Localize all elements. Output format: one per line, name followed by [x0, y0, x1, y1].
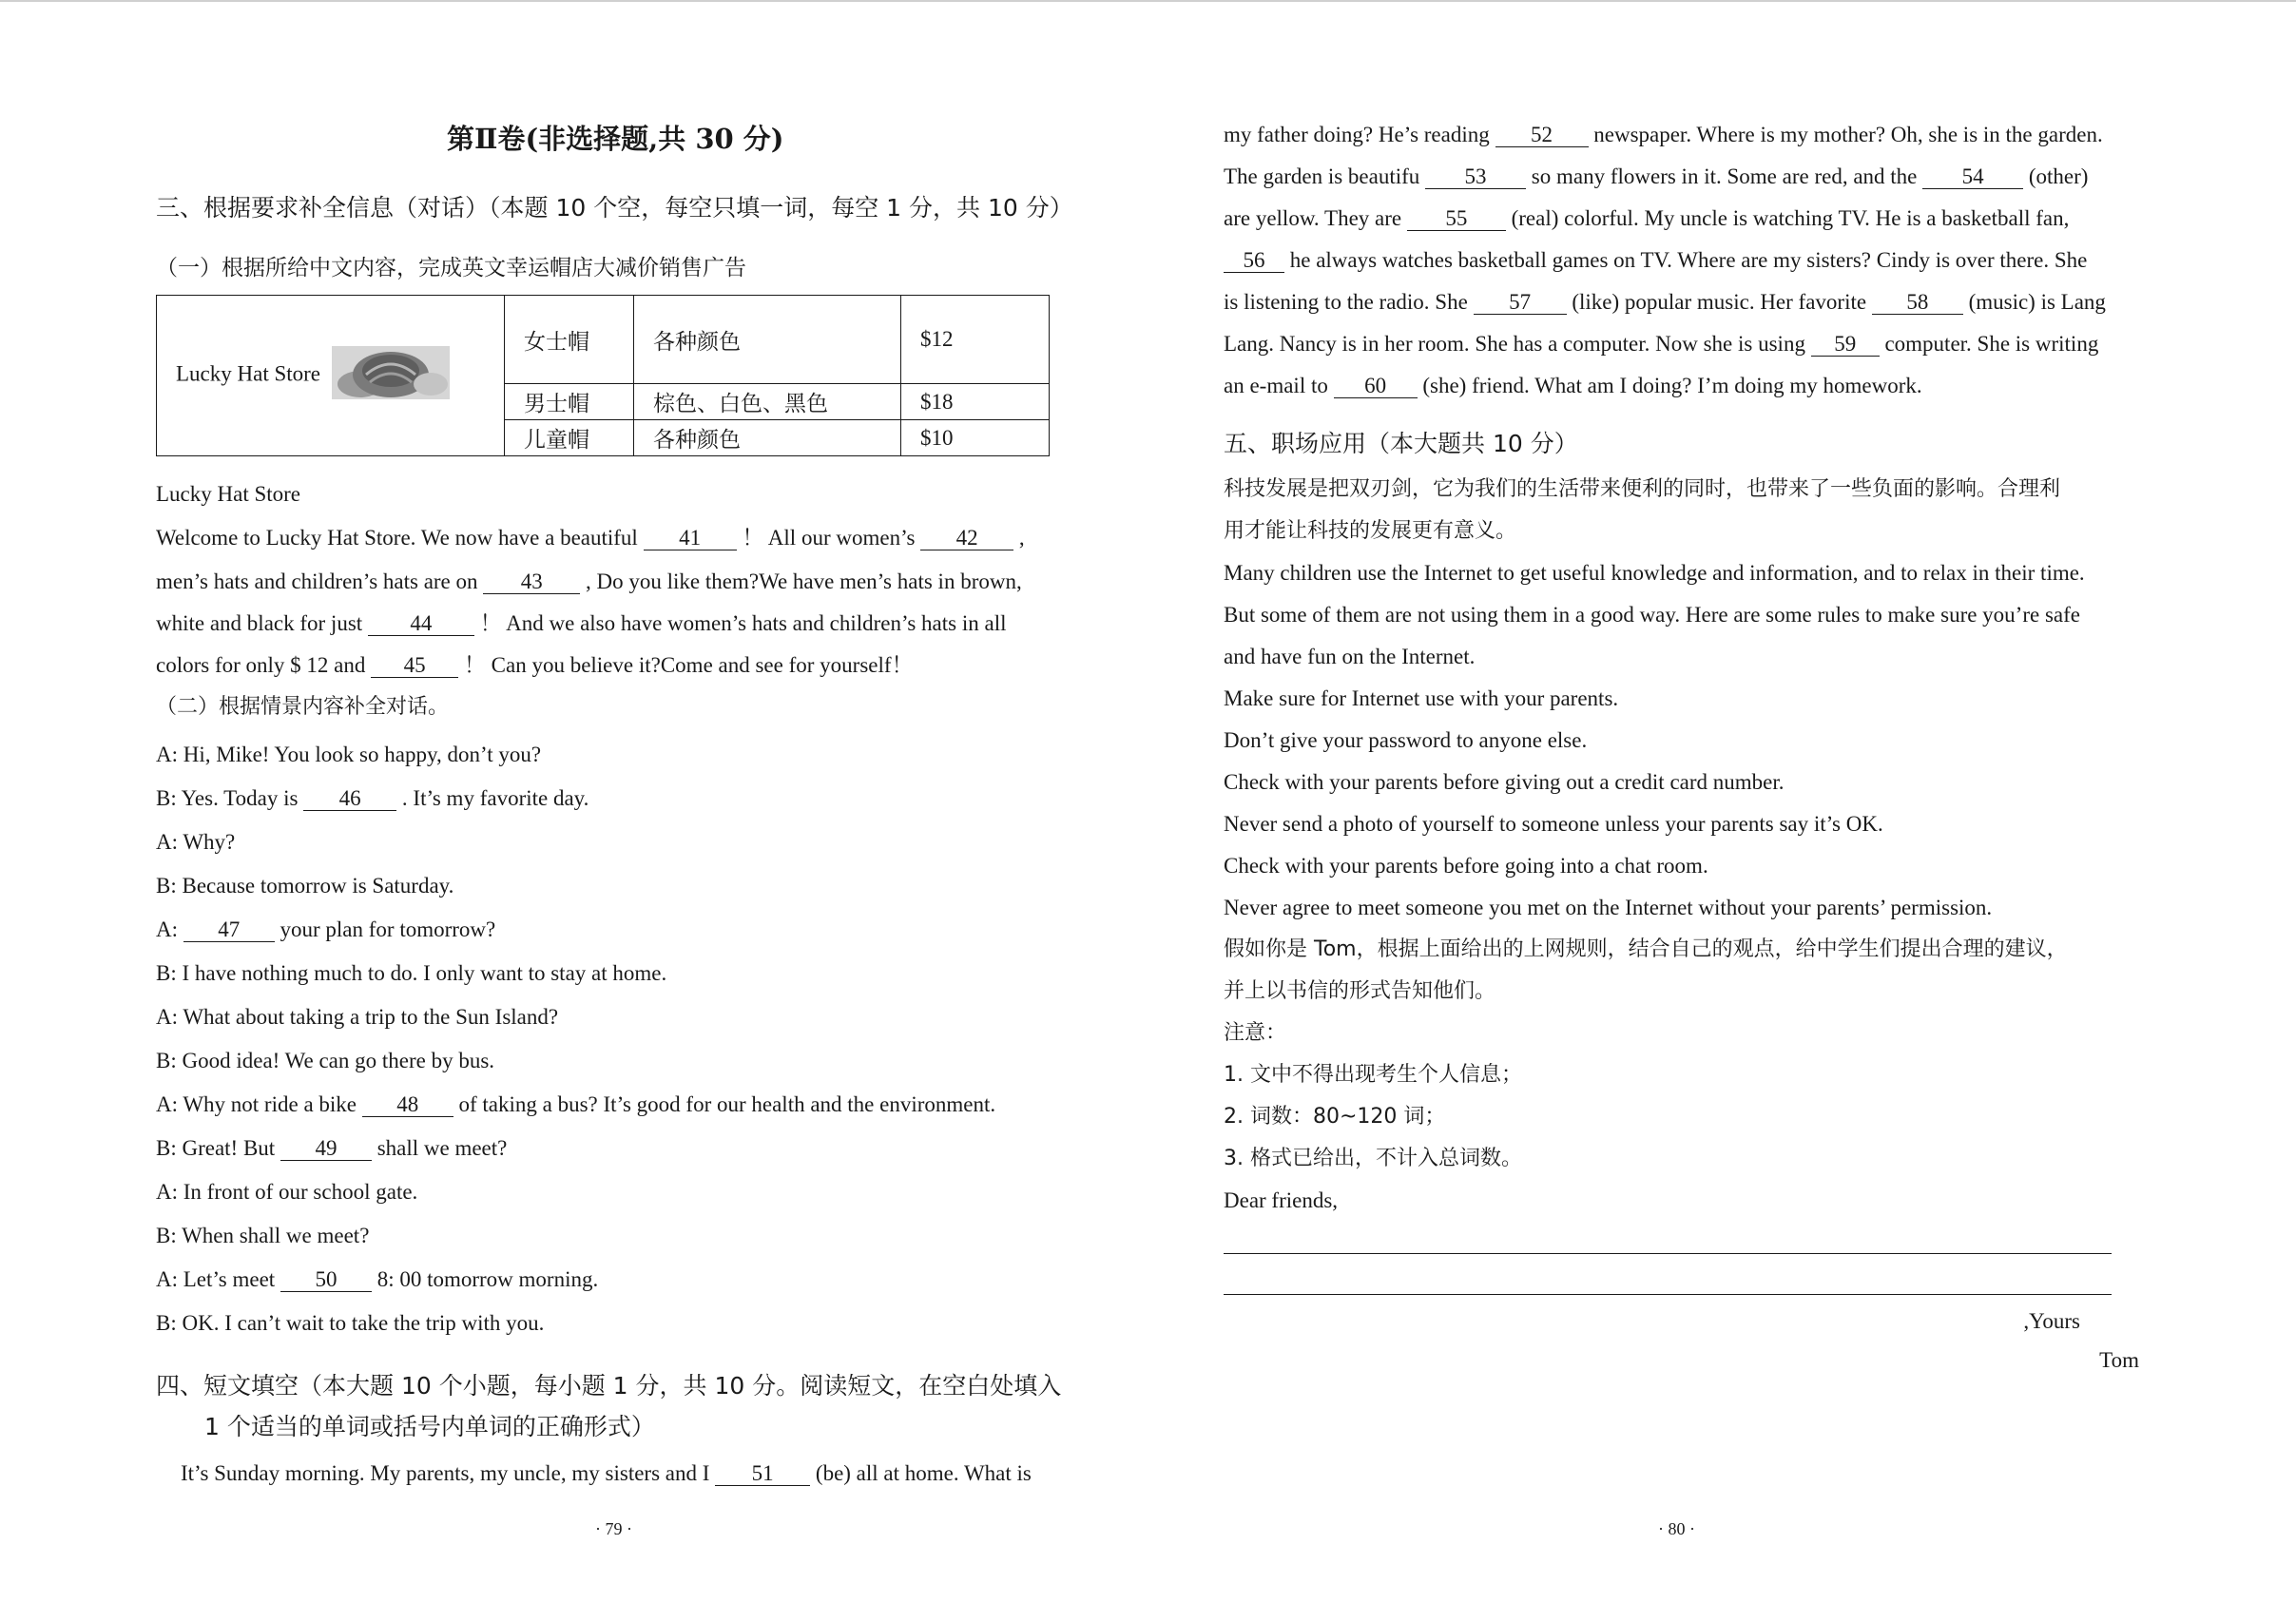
intro-en: and have fun on the Internet. [1224, 645, 1476, 668]
passage-line: The garden is beautifu 53 so many flowers in it. Some are red, and the 54 (other) [1224, 164, 2089, 188]
task-description: 并上以书信的形式告知他们。 [1224, 979, 1496, 1003]
answer-blank-57[interactable]: 57 [1474, 291, 1567, 315]
dialog-line: B: I have nothing much to do. I only want to stay at home. [156, 961, 667, 985]
answer-blank-56[interactable]: 56 [1224, 249, 1284, 273]
dialog-line: A: Let’s meet 50 8: 00 tomorrow morning. [156, 1267, 599, 1291]
section-3-heading: 三、根据要求补全信息（对话）（本题 10 个空，每空只填一词，每空 1 分，共 10 分） [156, 194, 1073, 222]
note-item: 3. 格式已给出，不计入总词数。 [1224, 1147, 1522, 1170]
answer-blank-53[interactable]: 53 [1425, 165, 1526, 189]
hat-price: $12 [901, 296, 1050, 384]
dialog-line: B: Because tomorrow is Saturday. [156, 874, 454, 898]
section-4-heading: 四、短文填空（本大题 10 个小题，每小题 1 分，共 10 分。阅读短文，在空白处填入 [156, 1372, 1062, 1400]
rule-item: Make sure for Internet use with your parents. [1224, 686, 1619, 710]
hat-image [332, 346, 450, 405]
answer-blank-54[interactable]: 54 [1922, 165, 2023, 189]
section-4-heading-cont: 1 个适当的单词或括号内单词的正确形式） [204, 1413, 655, 1440]
ad-title: Lucky Hat Store [156, 482, 301, 506]
answer-blank-46[interactable]: 46 [303, 787, 396, 811]
passage-line: is listening to the radio. She 57 (like) popular music. Her favorite 58 (music) is Lang [1224, 290, 2106, 314]
note-item: 2. 词数：80~120 词； [1224, 1105, 1446, 1129]
dialog-line: B: Yes. Today is 46 . It’s my favorite day. [156, 786, 589, 810]
answer-blank-41[interactable]: 41 [644, 527, 737, 550]
passage-line: 56 he always watches basketball games on TV. Where are my sisters? Cindy is over there. She [1224, 246, 2087, 275]
intro-cn: 用才能让科技的发展更有意义。 [1224, 519, 1517, 543]
answer-blank-55[interactable]: 55 [1407, 207, 1506, 231]
dialog-line: A: Hi, Mike! You look so happy, don’t you? [156, 743, 542, 766]
note-item: 1. 文中不得出现考生个人信息； [1224, 1063, 1522, 1087]
writing-line[interactable] [1224, 1253, 2112, 1254]
ad-line: white and black for just 44 ！ And we also have women’s hats and children’s hats in all [156, 611, 1007, 635]
rule-item: Check with your parents before going into a chat room. [1224, 854, 1708, 878]
page-number: · 80 · [1658, 1519, 1695, 1538]
intro-en: But some of them are not using them in a good way. Here are some rules to make sure you’re safe [1224, 603, 2080, 627]
rule-item: Never agree to meet someone you met on the Internet without your parents’ permission. [1224, 896, 1993, 919]
rule-item: Don’t give your password to anyone else. [1224, 728, 1588, 752]
letter-salutation: Dear friends, [1224, 1188, 1339, 1212]
intro-en: Many children use the Internet to get useful knowledge and information, and to relax in their time. [1224, 561, 2085, 585]
answer-blank-52[interactable]: 52 [1495, 124, 1589, 147]
answer-blank-44[interactable]: 44 [368, 612, 474, 636]
page-number: · 79 · [595, 1519, 632, 1538]
dialog-line: A: What about taking a trip to the Sun Island? [156, 1005, 559, 1029]
rule-item: Check with your parents before giving out a credit card number. [1224, 770, 1785, 794]
answer-blank-42[interactable]: 42 [920, 527, 1013, 550]
dialog-line: B: When shall we meet? [156, 1224, 370, 1247]
writing-line[interactable] [1224, 1294, 2112, 1295]
table-row [157, 296, 1050, 384]
hat-price-table [156, 295, 1050, 456]
hat-colors: 各种颜色 [634, 420, 901, 456]
part-1-heading: （一）根据所给中文内容，完成英文幸运帽店大减价销售广告 [156, 256, 746, 280]
passage-line: Lang. Nancy is in her room. She has a computer. Now she is using 59 computer. She is writing [1224, 332, 2099, 356]
answer-blank-49[interactable]: 49 [280, 1137, 372, 1161]
answer-blank-48[interactable]: 48 [362, 1093, 453, 1117]
hat-price: $18 [901, 384, 1050, 420]
passage-line: are yellow. They are 55 (real) colorful. My uncle is watching TV. He is a basketball fan, [1224, 206, 2070, 230]
answer-blank-59[interactable]: 59 [1811, 333, 1880, 357]
dialog-line: B: Good idea! We can go there by bus. [156, 1049, 495, 1072]
rule-item: Never send a photo of yourself to someone unless your parents say it’s OK. [1224, 812, 1883, 836]
dialog-line: A: Why? [156, 830, 236, 854]
store-cell [157, 296, 505, 456]
ad-line: men’s hats and children’s hats are on 43 , Do you like them?We have men’s hats in brown, [156, 570, 1022, 593]
hat-colors: 各种颜色 [634, 296, 901, 384]
ad-line: Welcome to Lucky Hat Store. We now have a beautiful 41 ！ All our women’s 42 , [156, 526, 1025, 550]
answer-blank-51[interactable]: 51 [715, 1462, 810, 1486]
dialog-line: B: OK. I can’t wait to take the trip with you. [156, 1311, 545, 1335]
part-2-heading: （二）根据情景内容补全对话。 [156, 695, 450, 719]
answer-blank-58[interactable]: 58 [1872, 291, 1963, 315]
dialog-line: A: Why not ride a bike 48 of taking a bus? It’s good for our health and the environment. [156, 1092, 996, 1116]
hat-type: 儿童帽 [505, 420, 634, 456]
passage-line: my father doing? He’s reading 52 newspaper. Where is my mother? Oh, she is in the garden. [1224, 123, 2103, 146]
answer-blank-50[interactable]: 50 [280, 1268, 372, 1292]
dialog-line: A: In front of our school gate. [156, 1180, 418, 1204]
task-description: 假如你是 Tom，根据上面给出的上网规则，结合自己的观点，给中学生们提出合理的建议， [1224, 937, 2068, 961]
section-5-heading: 五、职场应用（本大题共 10 分） [1224, 430, 1578, 457]
ad-line: colors for only $ 12 and 45 ！ Can you believe it?Come and see for yourself！ [156, 653, 914, 677]
passage-line: It’s Sunday morning. My parents, my uncle, my sisters and I 51 (be) all at home. What is [181, 1461, 1032, 1485]
dialog-line: B: Great! But 49 shall we meet? [156, 1136, 508, 1160]
hat-type: 男士帽 [505, 384, 634, 420]
answer-blank-43[interactable]: 43 [483, 570, 580, 594]
hat-price: $10 [901, 420, 1050, 456]
notes-label: 注意： [1224, 1021, 1287, 1045]
passage-line: an e-mail to 60 (she) friend. What am I doing? I’m doing my homework. [1224, 374, 1922, 397]
intro-cn: 科技发展是把双刃剑，它为我们的生活带来便利的同时，也带来了一些负面的影响。合理利 [1224, 477, 2061, 501]
volume-title: 第Ⅱ卷(非选择题,共 30 分) [447, 123, 784, 155]
hat-colors: 棕色、白色、黑色 [634, 384, 901, 420]
answer-blank-47[interactable]: 47 [183, 918, 275, 942]
answer-blank-60[interactable]: 60 [1334, 375, 1418, 398]
right-page: my father doing? He’s reading 52 newspaper. Where is my mother? Oh, she is in the garden. The garden is beautifu 53 so many flowers in it. Some are red, and the 54 (other) are yellow. They are 55 (real) colorful. My uncle is watching TV. He is a basketball fan, 56 he always watches basketball games on TV. Where are my sisters? Cindy is over there. She is listening to the radio. She 57 (like) popular music. Her favorite 58 (music) is Lang Lang. Nancy is in her room. She has a computer. Now she is using 59 computer. She is writing an e-mail to 60 (she) friend. What am I doing? I’m doing my homework. 五、职场应用（本大题共 10 分） 科技发展是把双刃剑，它为我们的生活带来便利的同时，也带来了一些负面的影响。合理利 用才能让科技的发展更有意义。 Many children use the Internet to get useful knowledge and information, and to relax in their time. But some of them are not using them in a good way. Here are some rules to make sure you’re safe and have fun on the Internet. Make sure for Internet use with your parents. Don’t give your password to anyone else. Check with your parents before giving out a credit card number. Never send a photo of yourself to someone unless your parents say it’s OK. Check with your parents before going into a chat room. Never agree to meet someone you met on the Internet without your parents’ permission. 假如你是 Tom，根据上面给出的上网规则，结合自己的观点，给中学生们提出合理的建议， 并上以书信的形式告知他们。 注意： 1. 文中不得出现考生个人信息； 2. 词数：80~120 词； 3. 格式已给出，不计入总词数。 Dear friends, Yours, Tom · 80 · [1224, 123, 2139, 1538]
store-name: Lucky Hat Store [176, 361, 321, 386]
dialog-line: A: 47 your plan for tomorrow? [156, 917, 496, 941]
hat-type: 女士帽 [505, 296, 634, 384]
answer-blank-45[interactable]: 45 [371, 654, 458, 678]
